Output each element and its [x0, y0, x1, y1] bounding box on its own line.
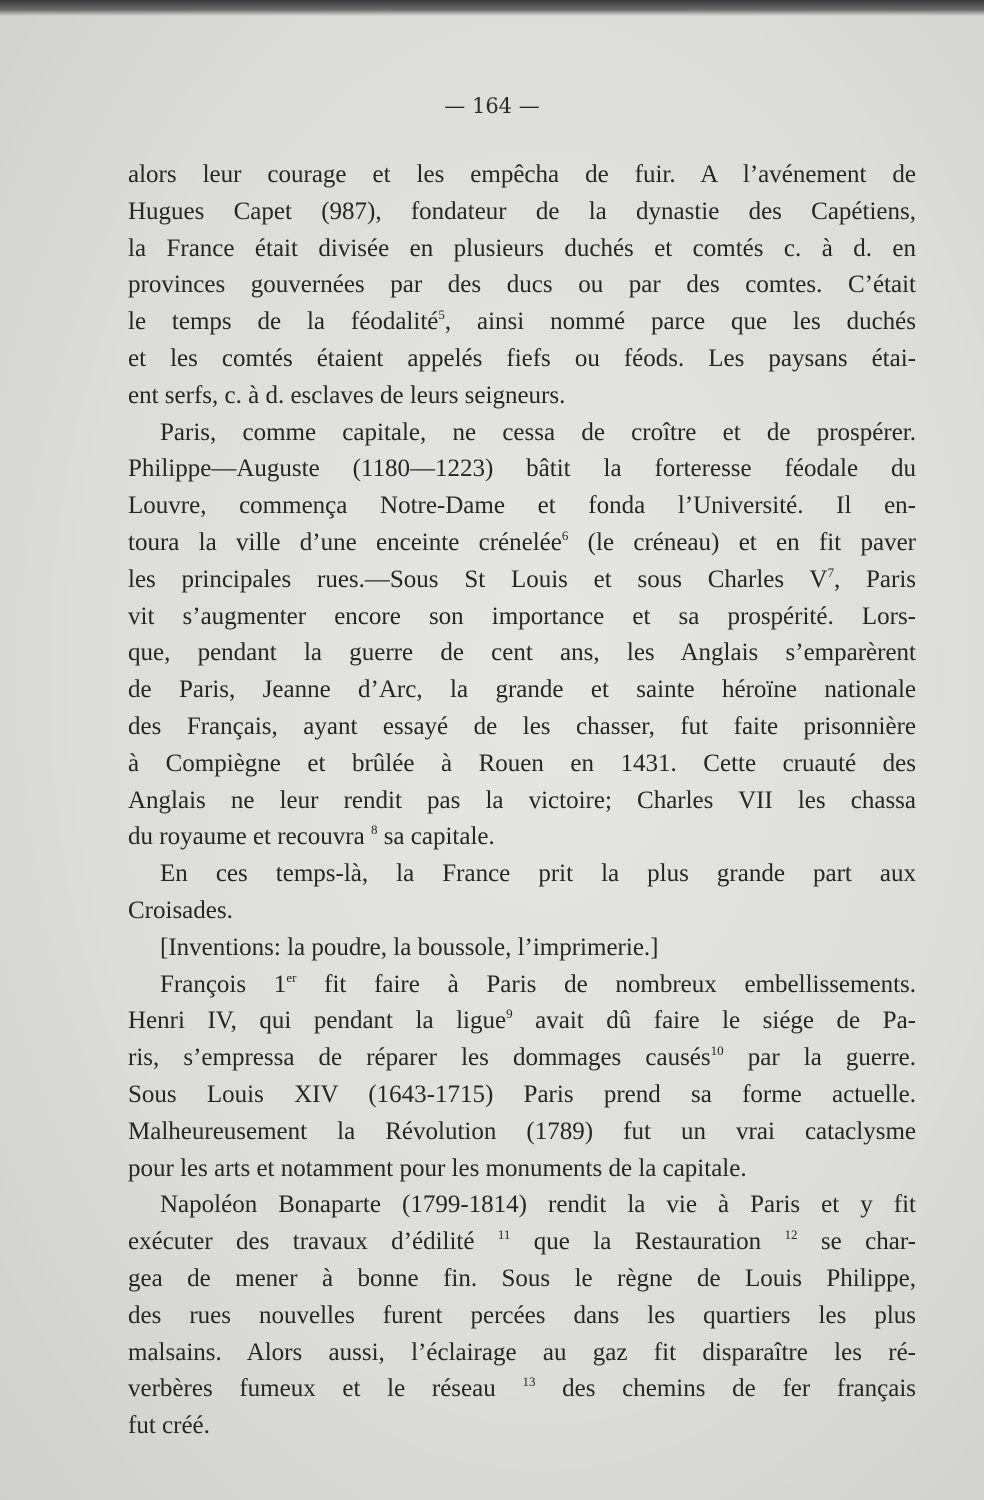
text-run: que la Restauration — [510, 1228, 785, 1256]
text-line — [128, 1371, 916, 1408]
paragraph — [128, 967, 916, 1188]
text-line: à Compiègne et brûlée à Rouen en 1431. Cette cruauté des — [128, 749, 916, 777]
footnote-marker: 12 — [784, 1227, 798, 1243]
footnote-marker: 5 — [438, 307, 445, 323]
text-line: Louvre, commença Notre-Dame et fonda l’Université. Il en- — [128, 492, 916, 520]
text-line: vit s’augmenter encore son importance et sa prospérité. Lors- — [128, 602, 916, 630]
text-run: François 1 — [160, 970, 287, 998]
paragraph — [128, 856, 916, 930]
footnote-marker: 8 — [370, 822, 378, 838]
text-line: de Paris, Jeanne d’Arc, la grande et sainte héroïne nationale — [128, 676, 916, 704]
text-line: fut créé. — [128, 1412, 210, 1440]
text-run: Henri IV, qui pendant la ligue — [128, 1007, 507, 1035]
text-run: les principales rues.—Sous St Louis et sous Charles V — [128, 565, 828, 593]
body-text — [128, 157, 916, 1445]
text-run: des chemins de fer français — [535, 1375, 916, 1403]
text-line — [128, 1040, 916, 1077]
text-line: Malheureusement la Révolution (1789) fut un vrai cataclysme — [128, 1117, 916, 1145]
text-line: des rues nouvelles furent percées dans les quartiers les plus — [128, 1301, 916, 1329]
scan-top-edge — [0, 0, 984, 16]
text-run: , ainsi nommé parce que les duchés — [444, 308, 917, 336]
text-line: Anglais ne leur rendit pas la victoire; Charles VII les chassa — [128, 786, 916, 814]
text-run: (le créneau) et en fit paver — [568, 528, 917, 556]
text-line: gea de mener à bonne fin. Sous le règne de Louis Philippe, — [128, 1264, 916, 1292]
text-line: la France était divisée en plusieurs duchés et comtés c. à d. en — [128, 234, 916, 262]
text-line — [128, 1003, 916, 1040]
text-line: Hugues Capet (987), fondateur de la dynastie des Capétiens, — [128, 197, 916, 225]
paragraph — [128, 930, 916, 967]
text-line — [128, 819, 916, 856]
paragraph — [128, 157, 916, 415]
text-run: du royaume et recouvra — [128, 823, 371, 851]
footnote-marker: 11 — [497, 1227, 511, 1243]
text-line: que, pendant la guerre de cent ans, les Anglais s’emparèrent — [128, 639, 916, 667]
paragraph — [128, 1187, 916, 1445]
text-line: provinces gouvernées par des ducs ou par des comtes. C’était — [128, 271, 916, 299]
footnote-marker: 9 — [506, 1006, 513, 1022]
footnote-marker: 6 — [561, 527, 569, 543]
text-line: En ces temps-là, la France prit la plus grande part aux — [160, 860, 916, 888]
text-line — [128, 967, 916, 1004]
text-run: avait dû faire le siége de Pa- — [512, 1007, 916, 1035]
footnote-marker: 10 — [710, 1043, 724, 1059]
text-line: Sous Louis XIV (1643-1715) Paris prend sa forme actuelle. — [128, 1080, 916, 1108]
text-run: verbères fumeux et le réseau — [128, 1375, 523, 1403]
text-line: pour les arts et notamment pour les monuments de la capitale. — [128, 1154, 747, 1182]
text-run: se char- — [797, 1228, 917, 1256]
text-run: exécuter des travaux d’édilité — [128, 1228, 498, 1256]
paragraph — [128, 415, 916, 857]
text-line: malsains. Alors aussi, l’éclairage au gaz fit disparaître les ré- — [128, 1338, 916, 1366]
text-run: toura la ville d’une enceinte crénelée — [128, 528, 562, 556]
text-line: Paris, comme capitale, ne cessa de croître et de prospérer. — [160, 418, 916, 446]
text-line: Croisades. — [128, 896, 233, 924]
footnote-marker: 7 — [827, 564, 834, 580]
text-line: alors leur courage et les empêcha de fuir. A l’avénement de — [128, 161, 916, 188]
text-run: , Paris — [833, 565, 917, 593]
footnote-marker: er — [286, 969, 297, 985]
text-line: et les comtés étaient appelés fiefs ou féods. Les paysans étai- — [128, 344, 916, 372]
text-line: Napoléon Bonaparte (1799-1814) rendit la vie à Paris et y fit — [160, 1191, 916, 1219]
text-line: Philippe—Auguste (1180—1223) bâtit la forteresse féodale du — [128, 455, 916, 483]
text-run: le temps de la féodalité — [128, 308, 439, 336]
text-line — [128, 562, 916, 599]
text-line — [128, 1224, 916, 1261]
text-run: fit faire à Paris de nombreux embellissements. — [296, 970, 916, 998]
text-line: [Inventions: la poudre, la boussole, l’imprimerie.] — [160, 933, 659, 961]
text-run: sa capitale. — [377, 823, 495, 851]
footnote-marker: 13 — [522, 1374, 536, 1390]
text-line: des Français, ayant essayé de les chasser, fut faite prisonnière — [128, 712, 916, 740]
text-run: par la guerre. — [723, 1044, 917, 1072]
text-line — [128, 525, 916, 562]
text-line — [128, 304, 916, 341]
page-number: — 164 — — [444, 94, 540, 118]
text-line: ent serfs, c. à d. esclaves de leurs seigneurs. — [128, 381, 566, 409]
text-run: ris, s’empressa de réparer les dommages causés — [128, 1044, 711, 1072]
